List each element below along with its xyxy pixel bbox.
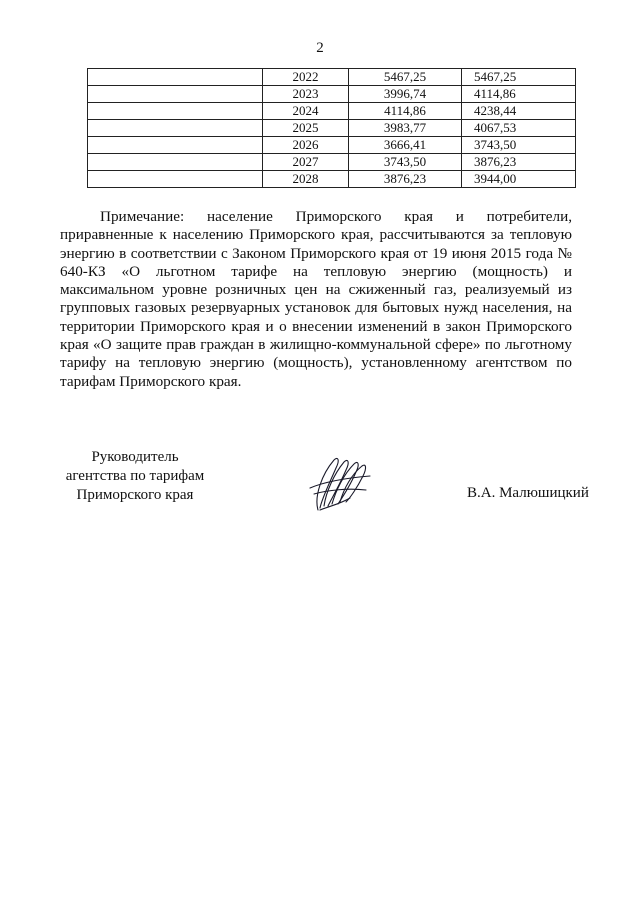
table-value-cell: 3996,74 — [349, 86, 462, 103]
table-blank-cell — [88, 69, 263, 86]
table-blank-cell — [88, 120, 263, 137]
signatory-title-line2: агентства по тарифам — [65, 468, 205, 484]
table-value-cell: 5467,25 — [349, 69, 462, 86]
table-value-cell: 3876,23 — [462, 154, 576, 171]
table-year-cell: 2022 — [263, 69, 349, 86]
table-row — [88, 154, 576, 171]
table-value-cell: 5467,25 — [462, 69, 576, 86]
table-row — [88, 103, 576, 120]
table-value-cell: 3666,41 — [349, 137, 462, 154]
table-value-cell: 3876,23 — [349, 171, 462, 188]
table-value-cell: 3944,00 — [462, 171, 576, 188]
note-paragraph: Примечание: население Приморского края и потребители, приравненные к населению Приморского края, рассчитываются за тепловую энергию в соответствии с Законом Приморского края от 19 июня 2015 года № 640-КЗ «О льготном тарифе на тепловую энергию (мощность) и максимальном уровне розничных цен на сжиженный газ, реализуемый из групповых газовых резервуарных установок для бытовых нужд населения, на территории Приморского края и о внесении изменений в закон Приморского края «О защите прав граждан в жилищно-коммунальной сфере» по льготному тарифу на тепловую энергию (мощность), установленному агентством по тарифам Приморского края. — [60, 208, 572, 390]
table-blank-cell — [88, 86, 263, 103]
table-year-cell: 2027 — [263, 154, 349, 171]
signer-name: В.А. Малюшицкий — [467, 485, 589, 501]
table-value-cell: 4114,86 — [349, 103, 462, 120]
handwritten-signature — [300, 448, 380, 518]
table-year-cell: 2028 — [263, 171, 349, 188]
table-year-cell: 2025 — [263, 120, 349, 137]
signatory-title-line3: Приморского края — [76, 487, 194, 503]
table-value-cell: 3983,77 — [349, 120, 462, 137]
table-value-cell: 3743,50 — [462, 137, 576, 154]
table-year-cell: 2023 — [263, 86, 349, 103]
table-value-cell: 4114,86 — [462, 86, 576, 103]
table-blank-cell — [88, 171, 263, 188]
table-row — [88, 137, 576, 154]
table-row — [88, 69, 576, 86]
table-value-cell: 3743,50 — [349, 154, 462, 171]
page-number: 2 — [316, 40, 324, 56]
table-year-cell: 2024 — [263, 103, 349, 120]
table-row — [88, 171, 576, 188]
table-year-cell: 2026 — [263, 137, 349, 154]
table-blank-cell — [88, 103, 263, 120]
table-row — [88, 86, 576, 103]
table-blank-cell — [88, 154, 263, 171]
table-blank-cell — [88, 137, 263, 154]
table-value-cell: 4067,53 — [462, 120, 576, 137]
tariff-table — [87, 68, 576, 188]
table-row — [88, 120, 576, 137]
signatory-block — [60, 448, 210, 505]
signatory-title-line1: Руководитель — [91, 449, 179, 465]
table-value-cell: 4238,44 — [462, 103, 576, 120]
